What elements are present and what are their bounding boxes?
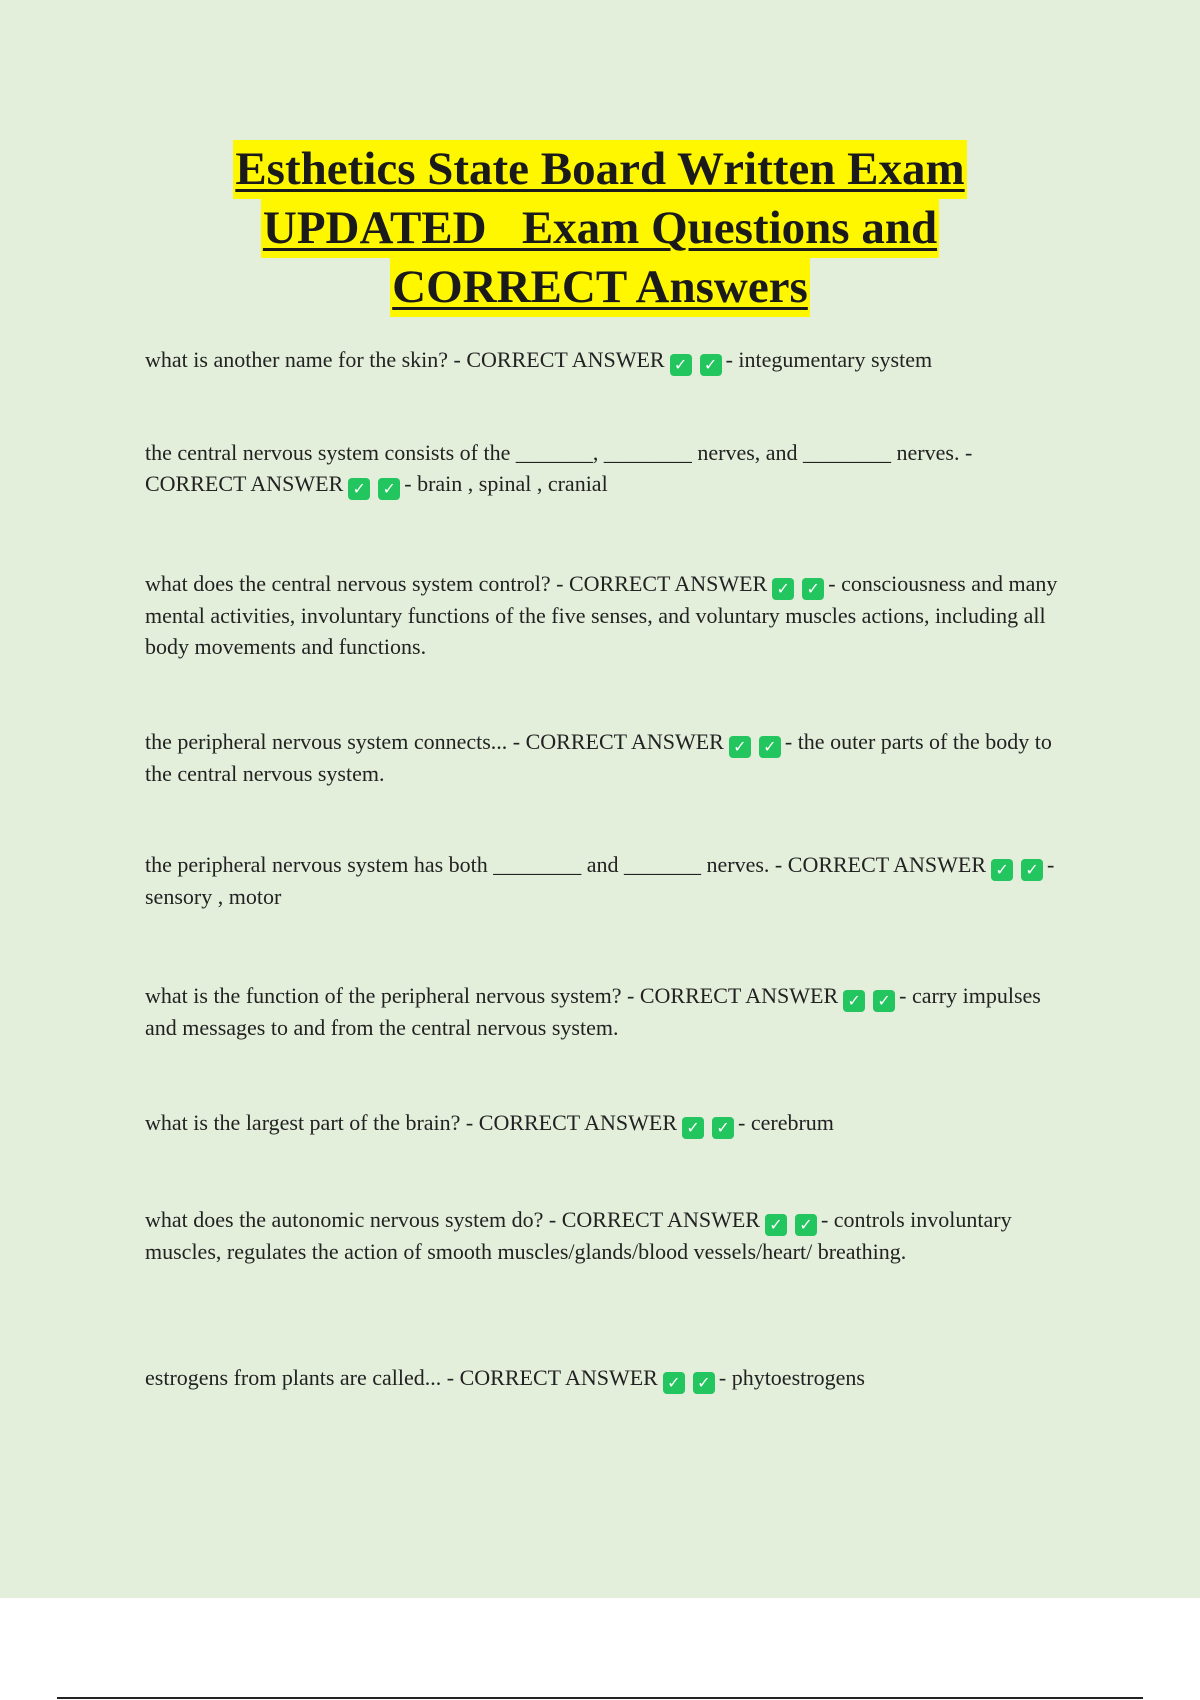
check-box-icon: ✓ xyxy=(843,990,865,1012)
question-text: the peripheral nervous system has both ________ and _______ nerves. - xyxy=(145,852,788,877)
check-box-icon: ✓ xyxy=(378,478,400,500)
title-line: Esthetics State Board Written Exam xyxy=(233,140,966,199)
check-box-icon: ✓ xyxy=(1021,859,1043,881)
check-box-icon: ✓ xyxy=(700,354,722,376)
answer-label: CORRECT ANSWER xyxy=(525,729,724,754)
check-box-icon: ✓ xyxy=(772,578,794,600)
separator: - xyxy=(725,347,739,372)
question-text: what does the autonomic nervous system do? - xyxy=(145,1207,562,1232)
question-text: the central nervous system consists of the _______, ________ nerves, and ________ nerves. - xyxy=(145,440,973,465)
answer-text: controls involuntary muscles, regulates the action of smooth muscles/glands/blood vessels/heart/ breathing. xyxy=(145,1207,1012,1264)
separator: - xyxy=(899,983,912,1008)
separator: - xyxy=(820,1207,834,1232)
check-box-icon: ✓ xyxy=(693,1372,715,1394)
separator: - xyxy=(1047,852,1055,877)
separator: - xyxy=(738,1110,751,1135)
qa-item xyxy=(145,726,1075,789)
qa-item xyxy=(145,1362,1075,1394)
answer-label: CORRECT ANSWER xyxy=(145,471,344,496)
title-line: CORRECT Answers xyxy=(390,258,810,317)
check-box-icon: ✓ xyxy=(682,1117,704,1139)
separator: - xyxy=(784,729,798,754)
separator: - xyxy=(828,571,842,596)
check-box-icon: ✓ xyxy=(663,1372,685,1394)
answer-text: integumentary system xyxy=(738,347,933,372)
check-box-icon: ✓ xyxy=(991,859,1013,881)
question-text: what is the function of the peripheral nervous system? - xyxy=(145,983,640,1008)
separator: - xyxy=(718,1365,732,1390)
qa-item xyxy=(145,1107,1075,1139)
answer-label: CORRECT ANSWER xyxy=(459,1365,658,1390)
check-box-icon: ✓ xyxy=(348,478,370,500)
qa-item xyxy=(145,437,1075,500)
answer-text: sensory , motor xyxy=(145,884,282,909)
question-text: what does the central nervous system control? - xyxy=(145,571,569,596)
question-text: what is another name for the skin? - xyxy=(145,347,467,372)
question-text: the peripheral nervous system connects... - xyxy=(145,729,526,754)
answer-text: the outer parts of the body to the central nervous system. xyxy=(145,729,1052,786)
separator: - xyxy=(404,471,418,496)
check-box-icon: ✓ xyxy=(729,736,751,758)
answer-label: CORRECT ANSWER xyxy=(466,347,665,372)
answer-text: carry impulses and messages to and from the central nervous system. xyxy=(145,983,1041,1040)
qa-item xyxy=(145,344,1075,376)
answer-label: CORRECT ANSWER xyxy=(568,571,768,596)
check-box-icon: ✓ xyxy=(670,354,692,376)
answer-text: consciousness and many mental activities, involuntary functions of the five senses, and voluntary muscles actions, including all body movements and functions. xyxy=(145,571,1058,659)
check-box-icon: ✓ xyxy=(873,990,895,1012)
answer-text: cerebrum xyxy=(750,1110,834,1135)
check-box-icon: ✓ xyxy=(712,1117,734,1139)
footer-divider xyxy=(57,1697,1143,1699)
check-box-icon: ✓ xyxy=(759,736,781,758)
question-text: what is the largest part of the brain? - xyxy=(145,1110,479,1135)
qa-item xyxy=(145,568,1075,662)
answer-label: CORRECT ANSWER xyxy=(639,983,839,1008)
qa-item xyxy=(145,849,1075,912)
answer-label: CORRECT ANSWER xyxy=(787,852,987,877)
answer-label: CORRECT ANSWER xyxy=(561,1207,760,1232)
check-box-icon: ✓ xyxy=(765,1214,787,1236)
answer-text: brain , spinal , cranial xyxy=(417,471,608,496)
qa-item xyxy=(145,980,1075,1043)
answer-label: CORRECT ANSWER xyxy=(478,1110,678,1135)
title-line: UPDATED Exam Questions and xyxy=(261,199,939,258)
check-box-icon: ✓ xyxy=(802,578,824,600)
question-text: estrogens from plants are called... - xyxy=(145,1365,460,1390)
qa-item xyxy=(145,1204,1075,1267)
answer-text: phytoestrogens xyxy=(731,1365,865,1390)
page-title xyxy=(0,140,1200,317)
check-box-icon: ✓ xyxy=(795,1214,817,1236)
